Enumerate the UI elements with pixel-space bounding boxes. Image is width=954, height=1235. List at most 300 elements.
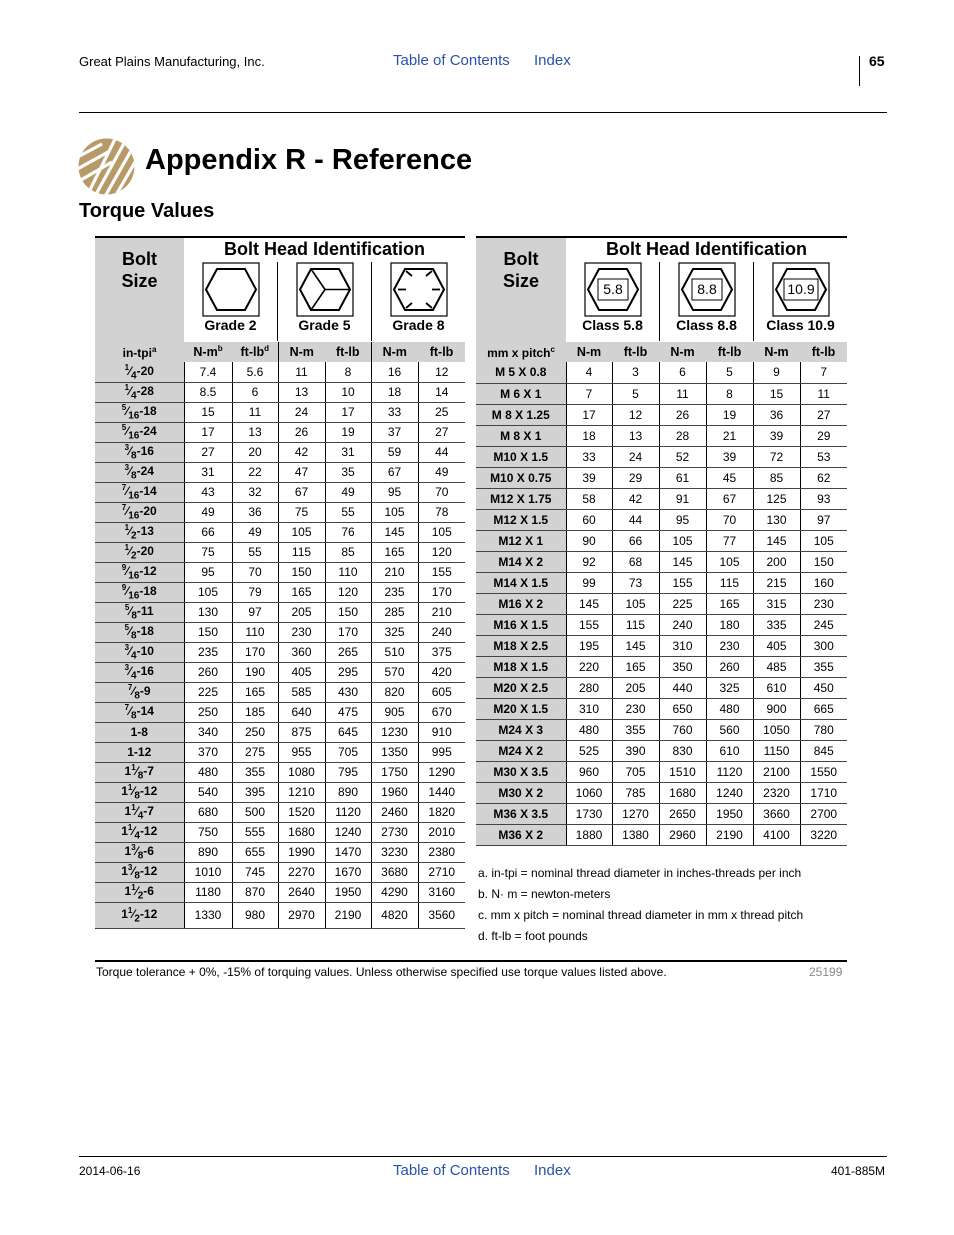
table-row xyxy=(476,383,847,404)
fraction-slash: ⁄ xyxy=(129,443,132,458)
fraction-slash: ⁄ xyxy=(126,563,129,578)
metric-bolt-size-cell: M30 X 2 xyxy=(476,782,566,803)
table-row xyxy=(95,362,465,382)
torque-value-cell: 91 xyxy=(659,488,706,509)
torque-value-cell: 340 xyxy=(184,722,232,742)
torque-value-cell: 85 xyxy=(753,467,800,488)
fraction-slash: ⁄ xyxy=(129,463,132,478)
torque-value-cell: 5 xyxy=(612,383,659,404)
torque-value-cell: 120 xyxy=(418,542,465,562)
bolt-size-thread: -12 xyxy=(139,563,157,578)
torque-value-cell: 980 xyxy=(232,902,278,928)
bolt-size-thread: -6 xyxy=(143,843,154,858)
torque-value-cell: 130 xyxy=(753,509,800,530)
torque-value-cell: 31 xyxy=(325,442,371,462)
torque-value-cell: 310 xyxy=(659,635,706,656)
table-row xyxy=(476,761,847,782)
bolt-size-denominator: 4 xyxy=(134,830,140,842)
torque-value-cell: 15 xyxy=(184,402,232,422)
subheader-unit: N-m xyxy=(289,345,314,359)
bolt-size-thread: -12 xyxy=(139,823,158,838)
torque-value-cell: 645 xyxy=(325,722,371,742)
bolt-size-cell xyxy=(95,622,184,642)
torque-value-cell: 440 xyxy=(659,677,706,698)
torque-value-cell: 215 xyxy=(753,572,800,593)
torque-value-cell: 26 xyxy=(278,422,325,442)
torque-value-cell: 1010 xyxy=(184,862,232,882)
torque-value-cell: 19 xyxy=(706,404,753,425)
torque-value-cell: 420 xyxy=(418,662,465,682)
torque-value-cell: 10 xyxy=(325,382,371,402)
bolt-size-numerator: 1 xyxy=(124,522,130,532)
bolt-size-whole: 1 xyxy=(124,763,132,778)
table-row xyxy=(476,740,847,761)
torque-value-cell: 2640 xyxy=(278,882,325,902)
torque-value-cell: 875 xyxy=(278,722,325,742)
torque-value-cell: 36 xyxy=(753,404,800,425)
torque-value-cell: 2100 xyxy=(753,761,800,782)
torque-value-cell: 45 xyxy=(706,467,753,488)
torque-value-cell: 8 xyxy=(706,383,753,404)
table-row xyxy=(476,530,847,551)
table-row xyxy=(95,762,465,782)
torque-value-cell: 125 xyxy=(753,488,800,509)
bolt-size-numerator: 1 xyxy=(124,362,130,372)
bolt-head-id-header xyxy=(184,237,465,342)
torque-value-cell: 29 xyxy=(612,467,659,488)
torque-value-cell: 11 xyxy=(800,383,847,404)
bolt-size-denominator: 2 xyxy=(134,913,140,925)
torque-value-cell: 230 xyxy=(278,622,325,642)
metric-subheader-cell: N-m xyxy=(576,345,602,359)
torque-value-cell: 19 xyxy=(325,422,371,442)
table-row xyxy=(95,642,465,662)
grade-2-column-header xyxy=(184,262,278,341)
torque-value-cell: 745 xyxy=(232,862,278,882)
imperial-subheader-cell xyxy=(184,342,232,362)
torque-value-cell: 2730 xyxy=(371,822,418,842)
torque-value-cell: 97 xyxy=(232,602,278,622)
torque-value-cell: 66 xyxy=(184,522,232,542)
torque-value-cell: 485 xyxy=(753,656,800,677)
torque-value-cell: 195 xyxy=(566,635,612,656)
torque-value-cell: 76 xyxy=(325,522,371,542)
torque-value-cell: 540 xyxy=(184,782,232,802)
fraction-slash: ⁄ xyxy=(132,863,135,878)
table-row xyxy=(95,742,465,762)
table-row xyxy=(95,442,465,462)
torque-value-cell: 1080 xyxy=(278,762,325,782)
torque-value-cell: 28 xyxy=(659,425,706,446)
torque-value-cell: 70 xyxy=(418,482,465,502)
torque-value-cell: 13 xyxy=(278,382,325,402)
bolt-size-numerator: 1 xyxy=(131,762,136,772)
table-row xyxy=(476,404,847,425)
torque-value-cell: 1680 xyxy=(659,782,706,803)
torque-value-cell: 235 xyxy=(184,642,232,662)
torque-value-cell: 845 xyxy=(800,740,847,761)
bolt-size-thread: -18 xyxy=(139,583,157,598)
bolt-size-cell xyxy=(95,722,184,742)
table-row xyxy=(476,677,847,698)
table-row xyxy=(476,551,847,572)
bolt-size-cell xyxy=(95,762,184,782)
torque-value-cell: 26 xyxy=(659,404,706,425)
torque-value-cell: 2010 xyxy=(418,822,465,842)
torque-value-cell: 31 xyxy=(184,462,232,482)
torque-value-cell: 55 xyxy=(325,502,371,522)
torque-value-cell: 1550 xyxy=(800,761,847,782)
torque-value-cell: 12 xyxy=(612,404,659,425)
torque-value-cell: 4290 xyxy=(371,882,418,902)
imperial-torque-table xyxy=(95,236,465,929)
table-row xyxy=(476,572,847,593)
torque-value-cell: 14 xyxy=(418,382,465,402)
metric-bolt-size-cell: M 5 X 0.8 xyxy=(476,362,566,383)
table-row xyxy=(476,614,847,635)
bolt-size-denominator: 2 xyxy=(131,550,137,562)
torque-value-cell: 250 xyxy=(184,702,232,722)
metric-subheader-cell: N-m xyxy=(670,345,695,359)
torque-value-cell: 66 xyxy=(612,530,659,551)
torque-value-cell: 2650 xyxy=(659,803,706,824)
torque-value-cell: 230 xyxy=(800,593,847,614)
torque-value-cell: 155 xyxy=(418,562,465,582)
torque-value-cell: 3 xyxy=(612,362,659,383)
bolt-size-header xyxy=(95,237,184,342)
bolt-size-thread: -16 xyxy=(136,443,154,458)
torque-value-cell: 905 xyxy=(371,702,418,722)
fraction-slash: ⁄ xyxy=(129,543,132,558)
torque-value-cell: 1680 xyxy=(278,822,325,842)
bolt-size-denominator: 8 xyxy=(134,690,140,702)
torque-value-cell: 830 xyxy=(659,740,706,761)
bolt-size-numerator: 1 xyxy=(131,802,136,812)
torque-value-cell: 85 xyxy=(325,542,371,562)
torque-value-cell: 360 xyxy=(278,642,325,662)
bolt-size-thread: -28 xyxy=(136,383,154,398)
bolt-size-cell xyxy=(95,502,184,522)
subheader-unit: ft-lb xyxy=(335,345,360,359)
torque-value-cell: 4100 xyxy=(753,824,800,845)
torque-value-cell: 570 xyxy=(371,662,418,682)
table-row xyxy=(95,662,465,682)
table-row xyxy=(476,467,847,488)
metric-bolt-size-header xyxy=(476,237,566,342)
index-link-top[interactable]: Index xyxy=(534,52,571,69)
bolt-head-id-title: Bolt Head Identification xyxy=(224,239,426,259)
bolt-size-numerator: 1 xyxy=(124,542,130,552)
torque-value-cell: 29 xyxy=(800,425,847,446)
torque-value-cell: 130 xyxy=(184,602,232,622)
torque-value-cell: 225 xyxy=(184,682,232,702)
metric-bolt-size-label-1: Bolt xyxy=(503,249,539,269)
torque-value-cell: 1150 xyxy=(753,740,800,761)
table-row xyxy=(476,824,847,845)
bolt-size-cell xyxy=(95,562,184,582)
torque-value-cell: 275 xyxy=(232,742,278,762)
grade-8-column-header xyxy=(372,262,465,341)
table-row xyxy=(95,682,465,702)
metric-unit-label: mm x pitch xyxy=(487,345,551,360)
fraction-slash: ⁄ xyxy=(126,583,129,598)
torque-value-cell: 4820 xyxy=(371,902,418,928)
bolt-size-thread: -20 xyxy=(136,543,154,558)
table-row xyxy=(476,719,847,740)
bolt-size-numerator: 5 xyxy=(121,422,127,432)
table-row xyxy=(476,656,847,677)
table-row xyxy=(95,382,465,402)
torque-value-cell: 1950 xyxy=(325,882,371,902)
table-bottom-rule xyxy=(95,960,847,962)
torque-value-cell: 6 xyxy=(659,362,706,383)
class-8-8-head-mark: 8.8 xyxy=(696,281,717,297)
company-name: Great Plains Manufacturing, Inc. xyxy=(79,54,265,69)
bolt-size-numerator: 3 xyxy=(124,662,130,672)
toc-link-top[interactable]: Table of Contents xyxy=(393,52,510,69)
table-row xyxy=(95,482,465,502)
bolt-size-cell xyxy=(95,642,184,662)
metric-bolt-size-cell: M24 X 3 xyxy=(476,719,566,740)
fraction-slash: ⁄ xyxy=(132,783,135,798)
bolt-size-cell xyxy=(95,742,184,762)
torque-value-cell: 655 xyxy=(232,842,278,862)
bolt-size-denominator: 8 xyxy=(134,870,140,882)
torque-value-cell: 8.5 xyxy=(184,382,232,402)
torque-value-cell: 61 xyxy=(659,467,706,488)
torque-value-cell: 210 xyxy=(418,602,465,622)
torque-value-cell: 53 xyxy=(800,446,847,467)
torque-value-cell: 705 xyxy=(325,742,371,762)
torque-value-cell: 480 xyxy=(184,762,232,782)
bolt-size-cell xyxy=(95,462,184,482)
table-row xyxy=(95,462,465,482)
torque-value-cell: 2190 xyxy=(325,902,371,928)
index-link-bottom[interactable]: Index xyxy=(534,1162,571,1179)
bolt-size-thread: -24 xyxy=(139,423,157,438)
bolt-size-whole: 1-8 xyxy=(130,725,148,739)
torque-value-cell: 120 xyxy=(325,582,371,602)
bolt-size-whole: 1 xyxy=(124,883,132,898)
torque-value-cell: 97 xyxy=(800,509,847,530)
torque-value-cell: 2960 xyxy=(659,824,706,845)
bolt-size-denominator: 8 xyxy=(131,470,137,482)
bolt-size-cell xyxy=(95,602,184,622)
bolt-size-denominator: 8 xyxy=(131,710,137,722)
fraction-slash: ⁄ xyxy=(126,423,129,438)
torque-value-cell: 155 xyxy=(659,572,706,593)
class-5-8-label: Class 5.8 xyxy=(582,317,643,333)
bolt-size-whole: 1-12 xyxy=(127,745,152,759)
torque-value-cell: 90 xyxy=(566,530,612,551)
torque-value-cell: 230 xyxy=(706,635,753,656)
bolt-size-numerator: 7 xyxy=(127,682,133,692)
bolt-size-numerator: 1 xyxy=(127,822,133,832)
metric-bolt-head-id-header xyxy=(566,237,847,342)
bolt-size-denominator: 8 xyxy=(137,850,144,862)
bolt-size-denominator: 16 xyxy=(128,590,140,602)
torque-value-cell: 73 xyxy=(612,572,659,593)
torque-value-cell: 500 xyxy=(232,802,278,822)
torque-value-cell: 2460 xyxy=(371,802,418,822)
footnote-b: b. N· m = newton-meters xyxy=(478,887,611,901)
imperial-unit-header xyxy=(95,342,184,362)
metric-bolt-size-cell: M36 X 3.5 xyxy=(476,803,566,824)
torque-value-cell: 670 xyxy=(418,702,465,722)
torque-value-cell: 240 xyxy=(418,622,465,642)
bolt-size-whole: 1 xyxy=(121,863,128,878)
bolt-size-cell xyxy=(95,802,184,822)
class-8-8-hex-icon xyxy=(678,262,736,317)
grade-5-label: Grade 5 xyxy=(298,317,351,333)
bolt-size-thread: -7 xyxy=(143,763,154,778)
torque-value-cell: 27 xyxy=(800,404,847,425)
bolt-size-numerator: 3 xyxy=(124,462,130,472)
bolt-size-denominator: 4 xyxy=(131,650,137,662)
torque-value-cell: 43 xyxy=(184,482,232,502)
torque-value-cell: 145 xyxy=(659,551,706,572)
torque-value-cell: 165 xyxy=(371,542,418,562)
torque-value-cell: 105 xyxy=(800,530,847,551)
bolt-size-cell xyxy=(95,702,184,722)
torque-value-cell: 605 xyxy=(418,682,465,702)
bolt-size-thread: -16 xyxy=(136,663,154,678)
torque-value-cell: 1270 xyxy=(612,803,659,824)
bolt-size-numerator: 1 xyxy=(127,905,133,915)
torque-value-cell: 2320 xyxy=(753,782,800,803)
torque-value-cell: 160 xyxy=(800,572,847,593)
torque-value-cell: 1330 xyxy=(184,902,232,928)
torque-value-cell: 1440 xyxy=(418,782,465,802)
bolt-size-numerator: 7 xyxy=(121,502,127,512)
bolt-size-thread: -14 xyxy=(139,483,157,498)
fraction-slash: ⁄ xyxy=(129,643,132,658)
torque-value-cell: 3560 xyxy=(418,902,465,928)
table-row xyxy=(476,509,847,530)
fraction-slash: ⁄ xyxy=(129,663,132,678)
torque-value-cell: 475 xyxy=(325,702,371,722)
torque-value-cell: 610 xyxy=(753,677,800,698)
torque-value-cell: 77 xyxy=(706,530,753,551)
torque-value-cell: 36 xyxy=(232,502,278,522)
torque-value-cell: 150 xyxy=(278,562,325,582)
table-row xyxy=(476,782,847,803)
torque-value-cell: 79 xyxy=(232,582,278,602)
torque-value-cell: 955 xyxy=(278,742,325,762)
table-row xyxy=(95,582,465,602)
bolt-size-denominator: 16 xyxy=(128,430,140,442)
bolt-size-cell xyxy=(95,902,184,928)
metric-subheader-cell: ft-lb xyxy=(623,345,648,359)
metric-bolt-size-cell: M12 X 1 xyxy=(476,530,566,551)
torque-value-cell: 22 xyxy=(232,462,278,482)
torque-value-cell: 70 xyxy=(706,509,753,530)
fraction-slash: ⁄ xyxy=(129,363,132,378)
bolt-size-thread: -20 xyxy=(136,363,154,378)
torque-value-cell: 67 xyxy=(371,462,418,482)
footer-part-number: 401-885M xyxy=(831,1164,886,1178)
torque-value-cell: 480 xyxy=(706,698,753,719)
bolt-size-label-1: Bolt xyxy=(122,249,157,269)
torque-value-cell: 49 xyxy=(418,462,465,482)
torque-value-cell: 260 xyxy=(184,662,232,682)
metric-bolt-size-cell: M 6 X 1 xyxy=(476,383,566,404)
torque-value-cell: 900 xyxy=(753,698,800,719)
fraction-slash: ⁄ xyxy=(135,763,138,778)
torque-value-cell: 165 xyxy=(612,656,659,677)
torque-value-cell: 1180 xyxy=(184,882,232,902)
torque-value-cell: 3160 xyxy=(418,882,465,902)
table-row xyxy=(95,542,465,562)
table-row xyxy=(476,362,847,383)
torque-value-cell: 47 xyxy=(278,462,325,482)
torque-value-cell: 325 xyxy=(706,677,753,698)
torque-value-cell: 155 xyxy=(566,614,612,635)
fraction-slash: ⁄ xyxy=(129,623,132,638)
torque-value-cell: 44 xyxy=(418,442,465,462)
bolt-size-thread: -11 xyxy=(136,603,154,618)
bolt-size-denominator: 2 xyxy=(137,890,144,902)
torque-value-cell: 95 xyxy=(659,509,706,530)
torque-value-cell: 93 xyxy=(800,488,847,509)
torque-value-cell: 110 xyxy=(325,562,371,582)
torque-value-cell: 92 xyxy=(566,551,612,572)
torque-value-cell: 13 xyxy=(612,425,659,446)
imperial-subheader-cell xyxy=(278,342,325,362)
grade-2-hex-icon xyxy=(202,262,260,317)
torque-value-cell: 42 xyxy=(612,488,659,509)
torque-value-cell: 3680 xyxy=(371,862,418,882)
torque-value-cell: 1060 xyxy=(566,782,612,803)
header-rule xyxy=(79,112,887,113)
torque-value-cell: 52 xyxy=(659,446,706,467)
torque-value-cell: 390 xyxy=(612,740,659,761)
table-row xyxy=(95,802,465,822)
torque-value-cell: 1730 xyxy=(566,803,612,824)
torque-value-cell: 115 xyxy=(278,542,325,562)
bolt-size-numerator: 1 xyxy=(124,382,130,392)
torque-value-cell: 105 xyxy=(706,551,753,572)
torque-value-cell: 200 xyxy=(753,551,800,572)
torque-value-cell: 8 xyxy=(325,362,371,382)
toc-link-bottom[interactable]: Table of Contents xyxy=(393,1162,510,1179)
torque-value-cell: 95 xyxy=(371,482,418,502)
torque-value-cell: 1230 xyxy=(371,722,418,742)
bolt-size-denominator: 4 xyxy=(137,810,144,822)
bolt-size-numerator: 3 xyxy=(131,842,136,852)
torque-value-cell: 245 xyxy=(800,614,847,635)
table-row xyxy=(476,488,847,509)
torque-value-cell: 395 xyxy=(232,782,278,802)
torque-value-cell: 260 xyxy=(706,656,753,677)
torque-value-cell: 32 xyxy=(232,482,278,502)
metric-bolt-size-cell: M10 X 1.5 xyxy=(476,446,566,467)
bolt-size-denominator: 16 xyxy=(128,490,140,502)
doc-number: 25199 xyxy=(809,965,843,979)
torque-value-cell: 105 xyxy=(418,522,465,542)
torque-value-cell: 7 xyxy=(800,362,847,383)
torque-value-cell: 105 xyxy=(184,582,232,602)
table-row xyxy=(95,782,465,802)
bolt-size-whole: 1 xyxy=(121,823,128,838)
bolt-size-thread: -20 xyxy=(139,503,157,518)
torque-value-cell: 325 xyxy=(371,622,418,642)
metric-bolt-size-cell: M14 X 2 xyxy=(476,551,566,572)
torque-value-cell: 560 xyxy=(706,719,753,740)
bolt-size-label-2: Size xyxy=(121,271,158,291)
bolt-size-numerator: 1 xyxy=(131,882,136,892)
torque-value-cell: 2190 xyxy=(706,824,753,845)
